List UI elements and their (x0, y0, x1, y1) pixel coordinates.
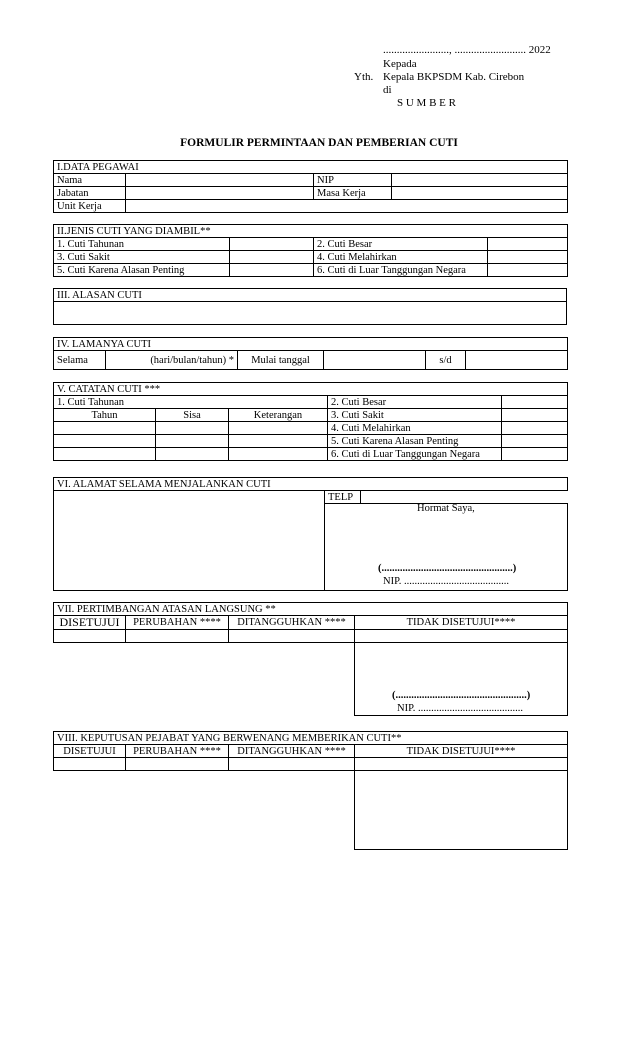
sisa-cell[interactable] (156, 435, 229, 448)
perubahan-check[interactable] (126, 630, 229, 643)
tidak-disetujui-check[interactable] (355, 758, 568, 771)
jenis-cuti-check[interactable] (488, 251, 568, 264)
catatan-item: 5. Cuti Karena Alasan Penting (328, 435, 502, 448)
jenis-cuti-item: 5. Cuti Karena Alasan Penting (54, 264, 230, 277)
keterangan-cell[interactable] (229, 448, 328, 461)
col-keterangan: Keterangan (229, 409, 328, 422)
section8-heading: VIII. KEPUTUSAN PEJABAT YANG BERWENANG MEMBERIKAN CUTI** (54, 732, 568, 745)
section4-heading: IV. LAMANYA CUTI (54, 338, 568, 351)
telp-field[interactable] (361, 491, 568, 504)
tidak-disetujui-header: TIDAK DISETUJUI**** (355, 745, 568, 758)
jenis-cuti-check[interactable] (230, 264, 314, 277)
jenis-cuti-item: 3. Cuti Sakit (54, 251, 230, 264)
ditangguhkan-header: DITANGGUHKAN **** (229, 745, 355, 758)
jabatan-label: Jabatan (54, 187, 126, 200)
sisa-cell[interactable] (156, 422, 229, 435)
section5-heading: V. CATATAN CUTI *** (54, 383, 568, 396)
unit-kerja-field[interactable] (126, 200, 568, 213)
nip-field[interactable] (392, 174, 568, 187)
section-lamanya-cuti (53, 337, 568, 370)
ditangguhkan-check[interactable] (229, 630, 355, 643)
disetujui-header: DISETUJUI (54, 745, 126, 758)
tahun-cell[interactable] (54, 435, 156, 448)
section7-heading: VII. PERTIMBANGAN ATASAN LANGSUNG ** (54, 603, 568, 616)
kepada-label: Kepada (383, 58, 417, 70)
jenis-cuti-item: 1. Cuti Tahunan (54, 238, 230, 251)
yth-label: Yth. (354, 71, 374, 83)
disetujui-header: DISETUJUI (54, 616, 126, 630)
catatan-field[interactable] (502, 409, 568, 422)
section1-heading: I.DATA PEGAWAI (54, 161, 568, 174)
form-title: FORMULIR PERMINTAAN DAN PEMBERIAN CUTI (180, 137, 458, 149)
mulai-tanggal-label: Mulai tanggal (238, 351, 324, 370)
section-data-pegawai (53, 160, 568, 213)
recipient-label: Kepala BKPSDM Kab. Cirebon (383, 71, 525, 83)
keterangan-cell[interactable] (229, 422, 328, 435)
jenis-cuti-item: 6. Cuti di Luar Tanggungan Negara (314, 264, 488, 277)
ditangguhkan-header: DITANGGUHKAN **** (229, 616, 355, 630)
atasan-nip-line: NIP. ........................................ (397, 703, 524, 714)
unit-kerja-label: Unit Kerja (54, 200, 126, 213)
ditangguhkan-check[interactable] (229, 758, 355, 771)
jenis-cuti-check[interactable] (488, 238, 568, 251)
section6-heading: VI. ALAMAT SELAMA MENJALANKAN CUTI (54, 478, 568, 491)
date-line: ........................, .......................... 2022 (383, 44, 551, 56)
section2-heading: II.JENIS CUTI YANG DIAMBIL** (54, 225, 568, 238)
jenis-cuti-item: 4. Cuti Melahirkan (314, 251, 488, 264)
col-sisa: Sisa (156, 409, 229, 422)
alamat-field[interactable] (54, 491, 325, 591)
catatan-field[interactable] (502, 396, 568, 409)
cuti-tahunan-label: 1. Cuti Tahunan (54, 396, 328, 409)
nip-label: NIP (314, 174, 392, 187)
jabatan-field[interactable] (126, 187, 314, 200)
alasan-field[interactable] (54, 302, 567, 325)
perubahan-header: PERUBAHAN **** (126, 616, 229, 630)
catatan-item: 4. Cuti Melahirkan (328, 422, 502, 435)
section-alasan-cuti (53, 288, 567, 325)
start-date-field[interactable] (324, 351, 426, 370)
tidak-disetujui-check[interactable] (355, 630, 568, 643)
catatan-item: 2. Cuti Besar (328, 396, 502, 409)
jenis-cuti-check[interactable] (230, 251, 314, 264)
section3-heading: III. ALASAN CUTI (54, 289, 567, 302)
catatan-field[interactable] (502, 435, 568, 448)
section-jenis-cuti (53, 224, 568, 277)
jenis-cuti-check[interactable] (230, 238, 314, 251)
atasan-signature-line: (..................................................) (392, 690, 531, 701)
jenis-cuti-check[interactable] (488, 264, 568, 277)
disetujui-check[interactable] (54, 630, 126, 643)
perubahan-check[interactable] (126, 758, 229, 771)
sisa-cell[interactable] (156, 448, 229, 461)
pejabat-signature-box (355, 771, 568, 850)
tahun-cell[interactable] (54, 422, 156, 435)
jenis-cuti-item: 2. Cuti Besar (314, 238, 488, 251)
col-tahun: Tahun (54, 409, 156, 422)
duration-unit-label[interactable]: (hari/bulan/tahun) * (106, 351, 238, 370)
nama-field[interactable] (126, 174, 314, 187)
perubahan-header: PERUBAHAN **** (126, 745, 229, 758)
catatan-item: 3. Cuti Sakit (328, 409, 502, 422)
tidak-disetujui-header: TIDAK DISETUJUI**** (355, 616, 568, 630)
nama-label: Nama (54, 174, 126, 187)
signature-line: (..................................................) (378, 563, 517, 574)
masa-kerja-label: Masa Kerja (314, 187, 392, 200)
city-label: S U M B E R (397, 97, 456, 109)
section-catatan-cuti (53, 382, 568, 461)
nip-line: NIP. ........................................ (383, 576, 510, 587)
disetujui-check[interactable] (54, 758, 126, 771)
telp-label: TELP (325, 491, 361, 504)
catatan-field[interactable] (502, 422, 568, 435)
catatan-item: 6. Cuti di Luar Tanggungan Negara (328, 448, 502, 461)
section-keputusan-pejabat (53, 731, 568, 850)
keterangan-cell[interactable] (229, 435, 328, 448)
catatan-field[interactable] (502, 448, 568, 461)
sd-label: s/d (426, 351, 466, 370)
masa-kerja-field[interactable] (392, 187, 568, 200)
end-date-field[interactable] (466, 351, 568, 370)
hormat-saya-label: Hormat Saya, (417, 503, 475, 514)
di-label: di (383, 84, 392, 96)
selama-label: Selama (54, 351, 106, 370)
tahun-cell[interactable] (54, 448, 156, 461)
